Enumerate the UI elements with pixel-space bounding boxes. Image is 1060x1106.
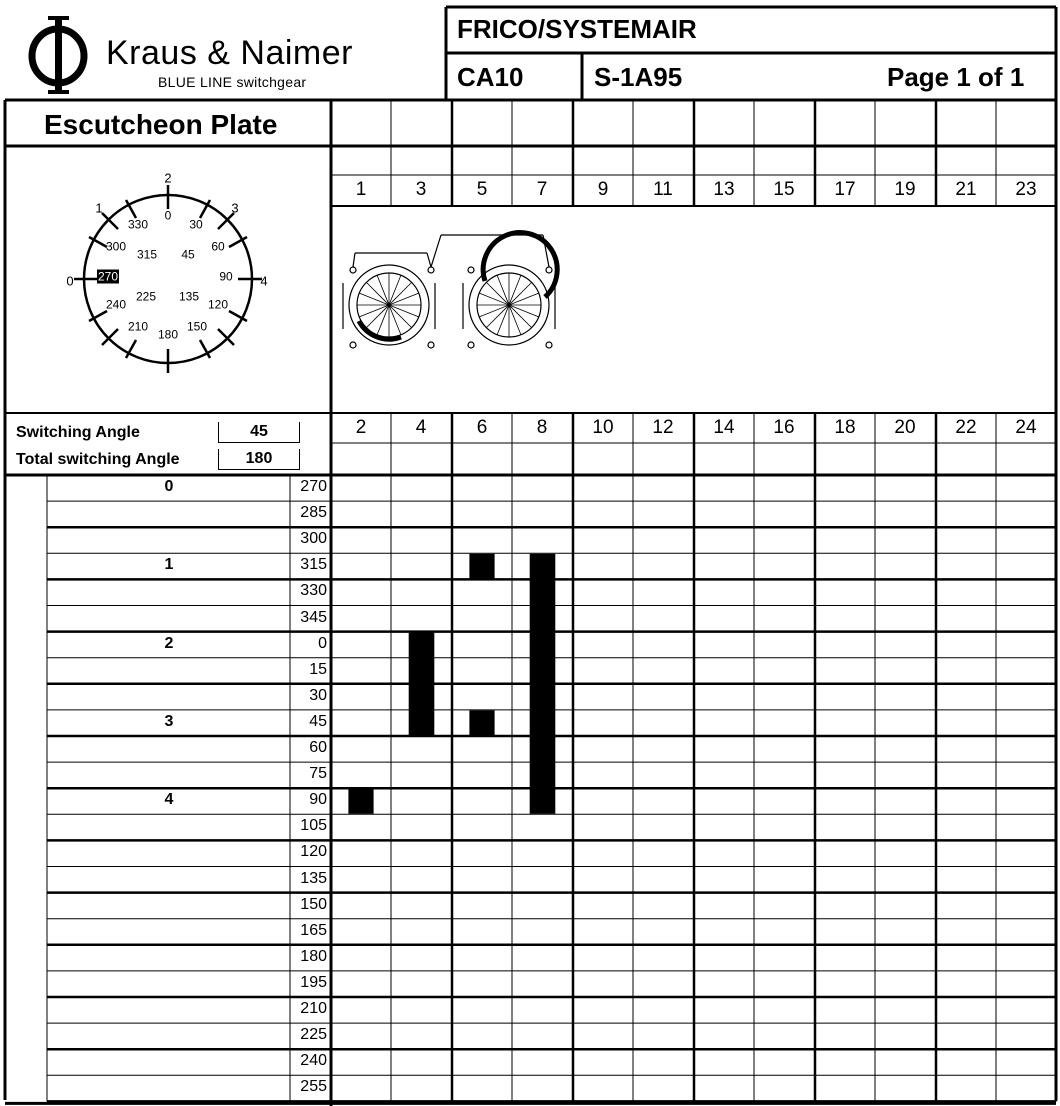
terminal-number: 19 bbox=[894, 179, 916, 200]
terminal-number: 6 bbox=[476, 417, 488, 438]
dial-degree-label: 90 bbox=[219, 269, 233, 284]
angle-cell: 330 bbox=[300, 582, 327, 600]
terminal-number: 8 bbox=[536, 417, 548, 438]
dial-degree-label: 60 bbox=[211, 239, 225, 254]
angle-cell: 345 bbox=[300, 608, 327, 626]
contact-wiring-schematic bbox=[335, 225, 595, 365]
switching-angle-label: Switching Angle bbox=[16, 424, 140, 441]
dial-position-label: 4 bbox=[260, 273, 268, 289]
position-cell: 2 bbox=[164, 634, 174, 652]
escutcheon-plate-title: Escutcheon Plate bbox=[44, 109, 278, 140]
escutcheon-dial-icon bbox=[58, 168, 278, 378]
brand-name: Kraus & Naimer bbox=[106, 34, 353, 72]
dial-position-label: 0 bbox=[66, 273, 74, 289]
terminal-number: 3 bbox=[415, 179, 427, 200]
dial-degree-label: 45 bbox=[181, 247, 195, 262]
terminal-number: 13 bbox=[713, 179, 735, 200]
terminal-number: 2 bbox=[355, 417, 367, 438]
terminal-number: 18 bbox=[834, 417, 856, 438]
angle-cell: 15 bbox=[309, 660, 327, 678]
total-switching-angle-value: 180 bbox=[218, 449, 300, 470]
switching-angle-value: 45 bbox=[218, 422, 300, 443]
angle-cell: 135 bbox=[300, 869, 327, 887]
kraus-naimer-logo-icon bbox=[22, 14, 92, 94]
dial-position-label: 1 bbox=[95, 200, 103, 216]
terminal-number: 24 bbox=[1015, 417, 1037, 438]
brand-tagline: BLUE LINE switchgear bbox=[158, 74, 307, 90]
angle-cell: 300 bbox=[300, 530, 327, 548]
terminal-number: 12 bbox=[652, 417, 674, 438]
terminal-number: 16 bbox=[773, 417, 795, 438]
angle-cell: 75 bbox=[309, 765, 327, 783]
terminal-number: 21 bbox=[955, 179, 977, 200]
terminal-number: 17 bbox=[834, 179, 856, 200]
dial-position-label: 3 bbox=[231, 200, 239, 216]
angle-cell: 45 bbox=[309, 712, 327, 730]
terminal-number: 23 bbox=[1015, 179, 1037, 200]
terminal-number: 22 bbox=[955, 417, 977, 438]
angle-cell: 105 bbox=[300, 817, 327, 835]
angle-cell: 180 bbox=[300, 947, 327, 965]
position-cell: 0 bbox=[164, 478, 174, 495]
terminal-number: 11 bbox=[653, 179, 673, 200]
angle-cell: 240 bbox=[300, 1052, 327, 1070]
dial-degree-label: 135 bbox=[178, 289, 200, 304]
angle-cell: 315 bbox=[300, 556, 327, 574]
angle-cell: 60 bbox=[309, 739, 327, 756]
dial-degree-label: 210 bbox=[127, 319, 149, 334]
dial-degree-label: 120 bbox=[207, 297, 229, 312]
terminal-number: 1 bbox=[355, 179, 367, 200]
angle-cell: 255 bbox=[300, 1078, 327, 1096]
angle-cell: 270 bbox=[300, 478, 327, 495]
angle-cell: 165 bbox=[300, 921, 327, 939]
terminal-number: 5 bbox=[476, 179, 488, 200]
terminal-number: 9 bbox=[597, 179, 609, 200]
page-indicator: Page 1 of 1 bbox=[887, 62, 1025, 92]
customer-name: FRICO/SYSTEMAIR bbox=[457, 14, 697, 44]
angle-cell: 90 bbox=[309, 791, 327, 809]
dial-degree-label: 270 bbox=[97, 269, 119, 284]
position-cell: 3 bbox=[164, 712, 174, 730]
dial-degree-label: 315 bbox=[136, 247, 158, 262]
total-switching-angle-label: Total switching Angle bbox=[16, 451, 180, 468]
angle-cell: 30 bbox=[309, 686, 327, 704]
angle-cell: 150 bbox=[300, 895, 327, 913]
terminal-number: 14 bbox=[713, 417, 735, 438]
terminal-number: 10 bbox=[592, 417, 614, 438]
dial-degree-label: 180 bbox=[157, 327, 179, 342]
angle-cell: 195 bbox=[300, 973, 327, 991]
dial-degree-label: 0 bbox=[164, 208, 172, 223]
terminal-number: 7 bbox=[536, 179, 548, 200]
position-cell: 4 bbox=[164, 791, 174, 809]
angle-cell: 0 bbox=[318, 634, 327, 652]
terminal-number: 20 bbox=[894, 417, 916, 438]
dial-degree-label: 150 bbox=[186, 319, 208, 334]
terminal-number: 15 bbox=[773, 179, 795, 200]
angle-cell: 225 bbox=[300, 1026, 327, 1044]
dial-degree-label: 225 bbox=[135, 289, 157, 304]
angle-cell: 120 bbox=[300, 843, 327, 861]
dial-degree-label: 240 bbox=[105, 297, 127, 312]
dial-degree-label: 30 bbox=[189, 217, 203, 232]
angle-cell: 210 bbox=[300, 1000, 327, 1017]
position-cell: 1 bbox=[164, 556, 174, 574]
dial-degree-label: 300 bbox=[105, 239, 127, 254]
terminal-number: 4 bbox=[415, 417, 427, 438]
series-code: CA10 bbox=[457, 62, 524, 92]
dial-position-label: 2 bbox=[164, 170, 172, 186]
dial-degree-label: 330 bbox=[127, 217, 149, 232]
article-number: S-1A95 bbox=[594, 62, 683, 92]
angle-cell: 285 bbox=[300, 504, 327, 522]
